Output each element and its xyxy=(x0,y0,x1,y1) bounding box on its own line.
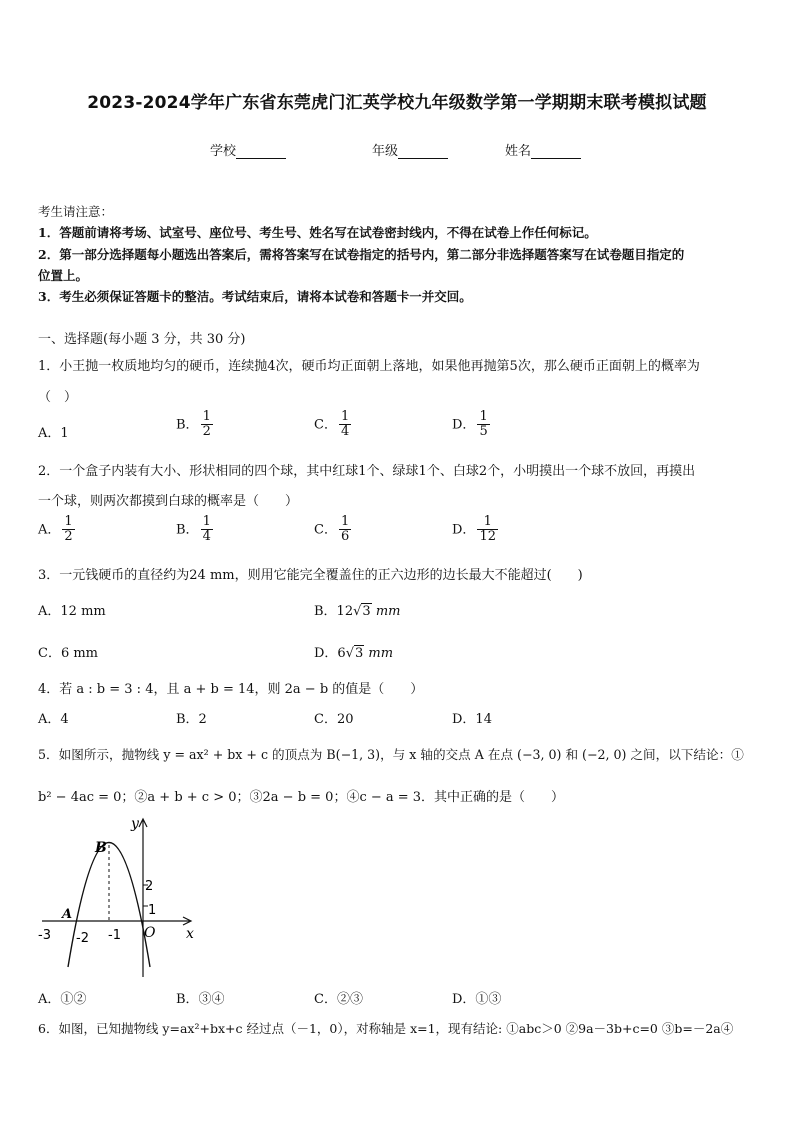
q2-a-label: A． xyxy=(38,522,61,538)
q1-c-label: C． xyxy=(314,417,337,433)
q3-option-c[interactable]: C．6 mm xyxy=(38,646,99,661)
q1-c-fraction xyxy=(339,410,351,440)
q2-c-num: 1 xyxy=(340,514,350,529)
q5-option-c[interactable]: C．②③ xyxy=(314,992,363,1007)
q1-option-a[interactable]: A．1 xyxy=(38,426,69,441)
q5-stem-cont: b² − 4ac = 0；②a + b + c > 0；③2a − b = 0；④c − a = 3．其中正确的是（ ） xyxy=(38,790,565,805)
q3-option-d[interactable] xyxy=(314,642,393,661)
q5-option-d[interactable]: D．①③ xyxy=(452,992,502,1007)
q2-c-label: C． xyxy=(314,522,337,538)
q3-b-unit: mm xyxy=(375,604,401,619)
name-blank[interactable] xyxy=(531,144,581,159)
name-field[interactable] xyxy=(505,140,581,159)
q4-option-d[interactable]: D．14 xyxy=(452,712,492,727)
grade-label: 年级 xyxy=(372,144,399,159)
q3-d-coef: D．6 xyxy=(314,646,346,661)
q2-d-label: D． xyxy=(452,522,476,538)
tick-label-1: 1 xyxy=(148,903,157,918)
q2-b-fraction xyxy=(201,515,213,545)
q5-option-b[interactable]: B．③④ xyxy=(176,992,225,1007)
q1-c-den: 4 xyxy=(340,424,350,440)
tick-label-neg2: -2 xyxy=(76,931,89,946)
q3-b-radicand: 3 xyxy=(362,604,371,619)
q3-d-unit: mm xyxy=(368,646,394,661)
parabola-curve xyxy=(68,843,150,968)
q2-d-den: 12 xyxy=(479,529,496,545)
x-axis-label: x xyxy=(186,926,194,942)
school-field[interactable] xyxy=(210,140,286,159)
q1-b-num: 1 xyxy=(202,409,211,424)
tick-label-2: 2 xyxy=(145,879,154,894)
q6-stem: 6．如图，已知抛物线 y=ax²+bx+c 经过点（－1，0），对称轴是 x=1，现有结论: ①abc＞0 ②9a－3b+c=0 ③b=－2a④ xyxy=(38,1021,734,1036)
sqrt-icon: √ xyxy=(353,604,362,619)
name-label: 姓名 xyxy=(505,144,532,159)
q1-option-c[interactable] xyxy=(314,410,353,440)
section-heading: 一、选择题(每小题 3 分，共 30 分) xyxy=(38,332,246,347)
tick-label-neg3: -3 xyxy=(38,928,51,943)
q2-d-fraction xyxy=(477,515,498,545)
q2-stem: 2．一个盒子内装有大小、形状相同的四个球，其中红球1个、绿球1个、白球2个，小明摸出一个球不放回，再摸出 xyxy=(38,464,696,479)
q4-option-b[interactable]: B．2 xyxy=(176,712,207,727)
notice-item-2-cont: 位置上。 xyxy=(38,268,89,283)
parabola-graph xyxy=(30,812,210,982)
q2-stem-cont: 一个球，则两次都摸到白球的概率是（ ） xyxy=(38,494,299,509)
q4-option-c[interactable]: C．20 xyxy=(314,712,354,727)
q2-a-den: 2 xyxy=(64,529,73,545)
q1-d-label: D． xyxy=(452,417,476,433)
q3-option-a[interactable]: A．12 mm xyxy=(38,604,106,619)
grade-blank[interactable] xyxy=(398,144,448,159)
q5-option-a[interactable]: A．①② xyxy=(38,992,87,1007)
q2-option-a[interactable] xyxy=(38,515,77,545)
q3-d-radicand: 3 xyxy=(355,646,364,661)
origin-label: O xyxy=(144,925,156,941)
school-label: 学校 xyxy=(210,144,237,159)
q2-option-d[interactable] xyxy=(452,515,500,545)
q1-stem: 1．小王抛一枚质地均匀的硬币，连续抛4次，硬币均正面朝上落地，如果他再抛第5次，那么硬币正面朝上的概率为 xyxy=(38,359,700,374)
notice-item-2: 2．第一部分选择题每小题选出答案后，需将答案写在试卷指定的括号内，第二部分非选择题答案写在试卷题目指定的 xyxy=(38,247,685,262)
q1-paren: （ ） xyxy=(38,390,78,405)
q2-a-fraction xyxy=(62,515,74,545)
notice-item-3: 3．考生必须保证答题卡的整洁。考试结束后，请将本试卷和答题卡一并交回。 xyxy=(38,289,472,304)
q4-option-a[interactable]: A．4 xyxy=(38,712,69,727)
notice-heading: 考生请注意： xyxy=(38,204,114,219)
q1-c-num: 1 xyxy=(340,409,350,424)
q1-option-b[interactable] xyxy=(176,410,215,440)
q1-b-den: 2 xyxy=(202,424,211,440)
sqrt-icon: √ xyxy=(345,646,354,661)
q2-d-num: 1 xyxy=(483,514,492,529)
q2-option-b[interactable] xyxy=(176,515,215,545)
q1-d-fraction xyxy=(477,410,489,440)
notice-item-1: 1．答题前请将考场、试室号、座位号、考生号、姓名写在试卷密封线内，不得在试卷上作任何标记。 xyxy=(38,225,597,240)
y-axis-label: y xyxy=(131,816,139,832)
q2-c-fraction xyxy=(339,515,351,545)
page-title: 2023-2024学年广东省东莞虎门汇英学校九年级数学第一学期期末联考模拟试题 xyxy=(87,93,707,113)
q2-b-label: B． xyxy=(176,522,199,538)
q1-d-num: 1 xyxy=(479,409,488,424)
q2-b-num: 1 xyxy=(202,514,211,529)
q3-b-coef: B．12 xyxy=(314,604,354,619)
q1-b-fraction xyxy=(201,410,213,440)
q4-stem: 4．若 a : b = 3 : 4，且 a + b = 14，则 2a − b 的值是（ ） xyxy=(38,682,424,697)
q2-b-den: 4 xyxy=(202,529,211,545)
point-a-label: A xyxy=(62,907,73,922)
q1-b-label: B． xyxy=(176,417,199,433)
tick-label-neg1: -1 xyxy=(108,928,121,943)
q5-stem: 5．如图所示，抛物线 y = ax² + bx + c 的顶点为 B(−1, 3)，与 x 轴的交点 A 在点 (−3, 0) 和 (−2, 0) 之间，以下结论：① xyxy=(38,747,744,762)
q1-d-den: 5 xyxy=(479,424,488,440)
q1-option-d[interactable] xyxy=(452,410,492,440)
point-b-label: B xyxy=(95,840,107,856)
q3-option-b[interactable] xyxy=(314,600,400,619)
grade-field[interactable] xyxy=(372,140,448,159)
q2-a-num: 1 xyxy=(64,514,73,529)
q3-stem: 3．一元钱硬币的直径约为24 mm，则用它能完全覆盖住的正六边形的边长最大不能超过( ) xyxy=(38,568,583,583)
school-blank[interactable] xyxy=(236,144,286,159)
q2-c-den: 6 xyxy=(340,529,350,545)
q2-option-c[interactable] xyxy=(314,515,353,545)
